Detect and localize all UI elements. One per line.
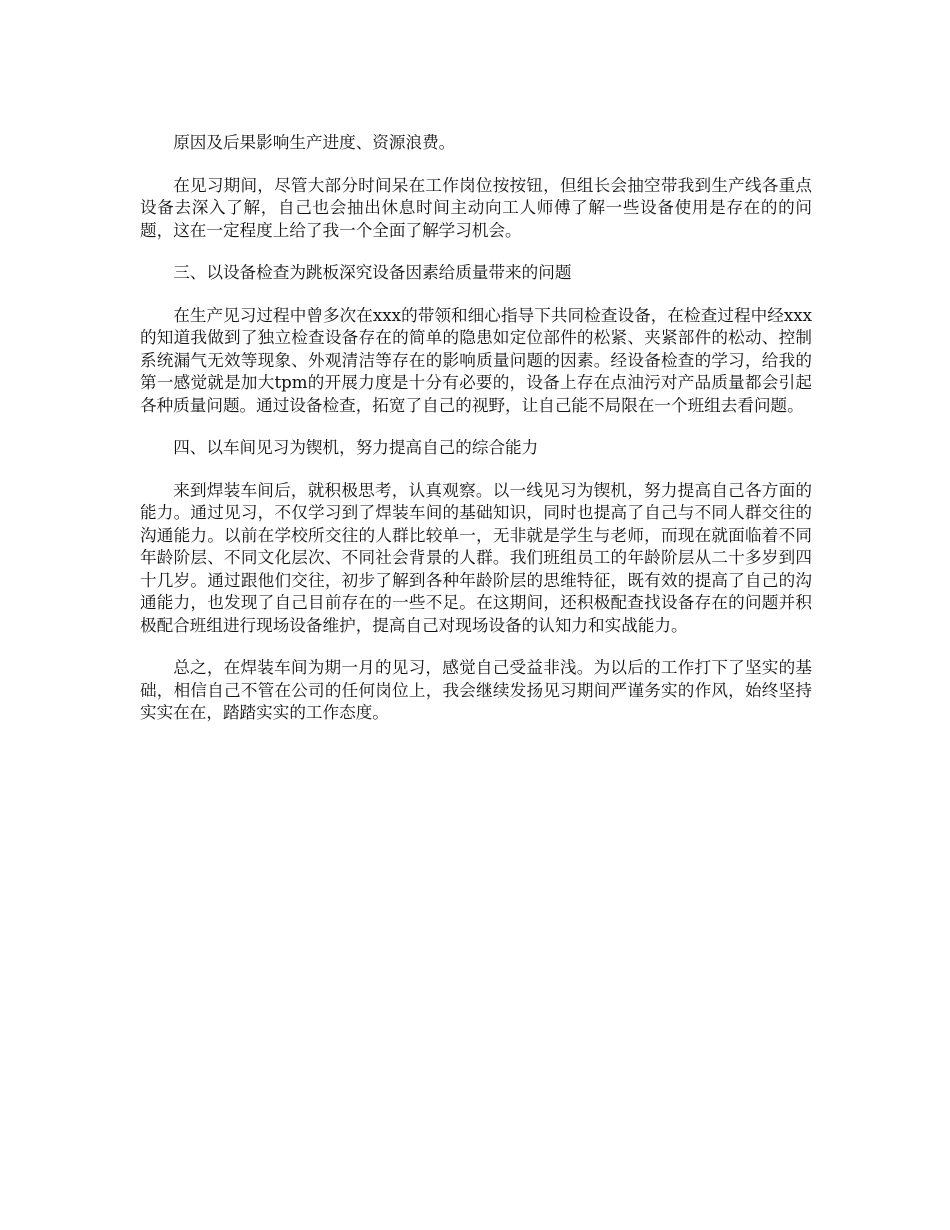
paragraph-4: 来到焊装车间后，就积极思考，认真观察。以一线见习为锲机，努力提高自己各方面的能力。通过见习，不仅学习到了焊装车间的基础知识，同时也提高了自己与不同人群交往的沟通能力。以前在学校所交往的人群比较单一，无非就是学生与老师，而现在就面临着不同年龄阶层、不同文化层次、不同社会背景的人群。我们班组员工的年龄阶层从二十多岁到四十几岁。通过跟他们交往，初步了解到各种年龄阶层的思维特征，既有效的提高了自己的沟通能力，也发现了自己目前存在的一些不足。在这期间，还积极配查找设备存在的问题并积极配合班组进行现场设备维护，提高自己对现场设备的认知力和实战能力。 bbox=[140, 480, 812, 635]
document-body bbox=[140, 132, 812, 745]
paragraph-3: 在生产见习过程中曾多次在xxx的带领和细心指导下共同检查设备，在检查过程中经xxx的知道我做到了独立检查设备存在的简单的隐患如定位部件的松紧、夹紧部件的松动、控制系统漏气无效等现象、外观清洁等存在的影响质量问题的因素。经设备检查的学习，给我的第一感觉就是加大tpm的开展力度是十分有必要的，设备上存在点油污对产品质量都会引起各种质量问题。通过设备检查，拓宽了自己的视野，让自己能不局限在一个班组去看问题。 bbox=[140, 305, 812, 415]
paragraph-1: 原因及后果影响生产进度、资源浪费。 bbox=[173, 133, 456, 152]
section-heading-3: 三、以设备检查为跳板深究设备因素给质量带来的问题 bbox=[173, 263, 572, 282]
paragraph-5: 总之，在焊装车间为期一月的见习，感觉自己受益非浅。为以后的工作打下了坚实的基础，相信自己不管在公司的任何岗位上，我会继续发扬见习期间严谨务实的作风，始终坚持实实在在，踏踏实实的工作态度。 bbox=[140, 658, 812, 722]
paragraph-2: 在见习期间，尽管大部分时间呆在工作岗位按按钮，但组长会抽空带我到生产线各重点设备去深入了解，自己也会抽出休息时间主动向工人师傅了解一些设备使用是存在的的问题，这在一定程度上给了我一个全面了解学习机会。 bbox=[140, 175, 812, 240]
section-heading-4: 四、以车间见习为锲机，努力提高自己的综合能力 bbox=[173, 438, 539, 457]
